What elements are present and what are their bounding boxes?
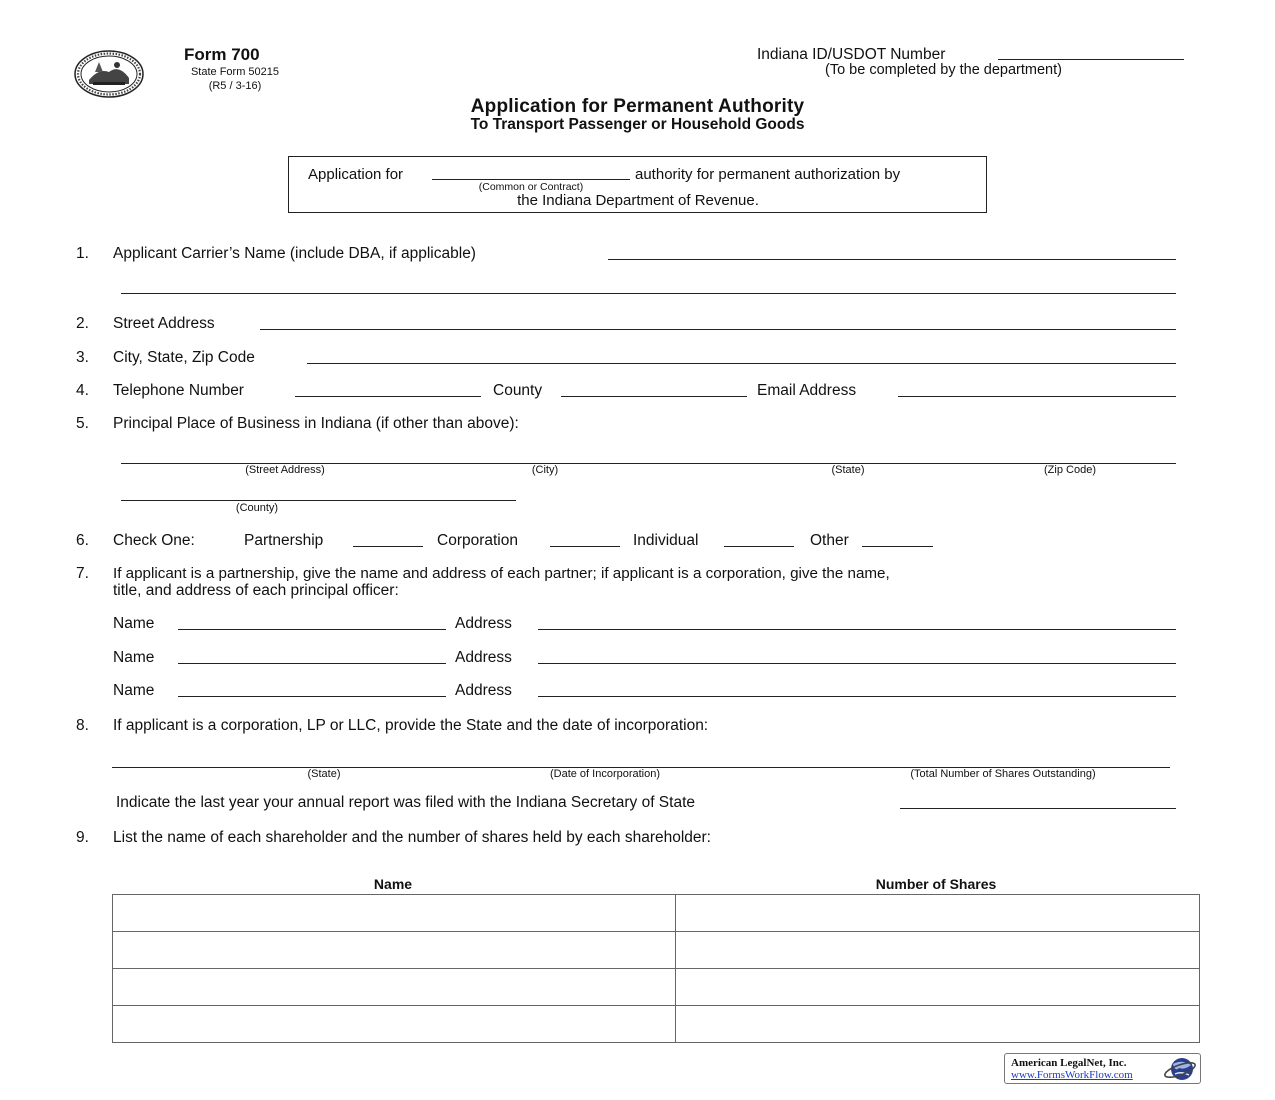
shareholder-name-cell[interactable] <box>113 895 676 932</box>
form-revision: (R5 / 3-16) <box>208 80 262 92</box>
email-label: Email Address <box>757 382 857 399</box>
partner-name-field[interactable] <box>178 629 446 630</box>
option-individual-field[interactable] <box>724 546 794 547</box>
partner-address-field[interactable] <box>538 663 1176 664</box>
partner-address-label: Address <box>455 615 512 632</box>
caption-city: (City) <box>531 464 559 476</box>
page-title: Application for Permanent Authority <box>470 96 805 117</box>
caption-incorporation-state: (State) <box>307 768 341 780</box>
id-usdot-label: Indiana ID/USDOT Number <box>757 46 946 63</box>
telephone-field[interactable] <box>295 396 481 397</box>
authority-suffix: authority for permanent authorization by <box>635 166 901 183</box>
item-number: 6. <box>76 532 89 549</box>
shareholder-shares-cell[interactable] <box>676 969 1200 1006</box>
american-legalnet-logo[interactable] <box>1004 1053 1201 1084</box>
caption-shares-outstanding: (Total Number of Shares Outstanding) <box>910 768 1096 780</box>
caption-street-address: (Street Address) <box>245 464 325 476</box>
option-corporation-field[interactable] <box>550 546 620 547</box>
shareholder-name-cell[interactable] <box>113 932 676 969</box>
form-title: Form 700 <box>184 45 260 64</box>
partner-address-label: Address <box>455 682 512 699</box>
check-one-label: Check One: <box>113 532 195 549</box>
email-field[interactable] <box>898 396 1176 397</box>
footer-url-link[interactable]: www.FormsWorkFlow.com <box>1011 1069 1133 1081</box>
item-number: 4. <box>76 382 89 399</box>
authority-type-hint: (Common or Contract) <box>478 181 584 193</box>
city-state-zip-field[interactable] <box>307 363 1176 364</box>
caption-state: (State) <box>831 464 865 476</box>
partners-instructions-line2: title, and address of each principal officer: <box>113 582 399 599</box>
item-number: 9. <box>76 829 89 846</box>
principal-county-field[interactable] <box>121 500 516 501</box>
partner-name-label: Name <box>113 649 155 666</box>
shareholder-name-header: Name <box>373 876 413 892</box>
caption-county: (County) <box>235 502 279 514</box>
partner-address-label: Address <box>455 649 512 666</box>
shareholder-name-cell[interactable] <box>113 1006 676 1043</box>
item-number: 3. <box>76 349 89 366</box>
id-usdot-field[interactable] <box>998 59 1184 60</box>
street-address-label: Street Address <box>113 315 215 332</box>
option-other-label: Other <box>810 532 849 549</box>
option-corporation-label: Corporation <box>437 532 518 549</box>
item-number: 5. <box>76 415 89 432</box>
street-address-field[interactable] <box>260 329 1176 330</box>
incorporation-label: If applicant is a corporation, LP or LLC, provide the State and the date of incorporation: <box>113 717 709 734</box>
item-number: 2. <box>76 315 89 332</box>
item-number: 8. <box>76 717 89 734</box>
telephone-label: Telephone Number <box>113 382 244 399</box>
partner-name-label: Name <box>113 615 155 632</box>
state-form-number: State Form 50215 <box>190 66 280 78</box>
partner-name-field[interactable] <box>178 696 446 697</box>
globe-icon <box>1163 1056 1197 1081</box>
partner-address-field[interactable] <box>538 629 1176 630</box>
table-row <box>113 969 1200 1006</box>
table-row <box>113 1006 1200 1043</box>
carrier-name-field[interactable] <box>608 259 1176 260</box>
option-partnership-field[interactable] <box>353 546 423 547</box>
partner-name-field[interactable] <box>178 663 446 664</box>
shareholders-label: List the name of each shareholder and the number of shares held by each shareholder: <box>113 829 711 846</box>
caption-zip-code: (Zip Code) <box>1044 464 1096 476</box>
table-row <box>113 932 1200 969</box>
county-label: County <box>493 382 543 399</box>
shareholder-shares-cell[interactable] <box>676 895 1200 932</box>
city-state-zip-label: City, State, Zip Code <box>113 349 255 366</box>
authority-line2: the Indiana Department of Revenue. <box>517 192 759 209</box>
shareholder-shares-header: Number of Shares <box>875 876 997 892</box>
shareholders-table <box>112 894 1200 1043</box>
footer-company-name: American LegalNet, Inc. <box>1011 1057 1127 1069</box>
partner-name-label: Name <box>113 682 155 699</box>
item-number: 1. <box>76 245 89 262</box>
authority-type-field[interactable] <box>432 179 630 180</box>
shareholder-name-cell[interactable] <box>113 969 676 1006</box>
partners-instructions-line1: If applicant is a partnership, give the name and address of each partner; if applicant is a corporation, give the name, <box>113 565 890 582</box>
indiana-state-seal-icon <box>73 50 147 98</box>
page-subtitle: To Transport Passenger or Household Goods <box>470 116 805 133</box>
county-field[interactable] <box>561 396 747 397</box>
shareholder-shares-cell[interactable] <box>676 1006 1200 1043</box>
option-individual-label: Individual <box>633 532 699 549</box>
shareholder-shares-cell[interactable] <box>676 932 1200 969</box>
table-row <box>113 895 1200 932</box>
annual-report-field[interactable] <box>900 808 1176 809</box>
option-partnership-label: Partnership <box>244 532 324 549</box>
option-other-field[interactable] <box>862 546 933 547</box>
carrier-name-field-line2[interactable] <box>121 293 1176 294</box>
item-number: 7. <box>76 565 89 582</box>
id-usdot-note: (To be completed by the department) <box>825 62 1062 78</box>
authority-prefix: Application for <box>308 166 404 183</box>
annual-report-label: Indicate the last year your annual report was filed with the Indiana Secretary of State <box>116 794 695 811</box>
principal-place-label: Principal Place of Business in Indiana (if other than above): <box>113 415 519 432</box>
carrier-name-label: Applicant Carrier’s Name (include DBA, if applicable) <box>113 245 476 262</box>
caption-incorporation-date: (Date of Incorporation) <box>549 768 661 780</box>
partner-address-field[interactable] <box>538 696 1176 697</box>
